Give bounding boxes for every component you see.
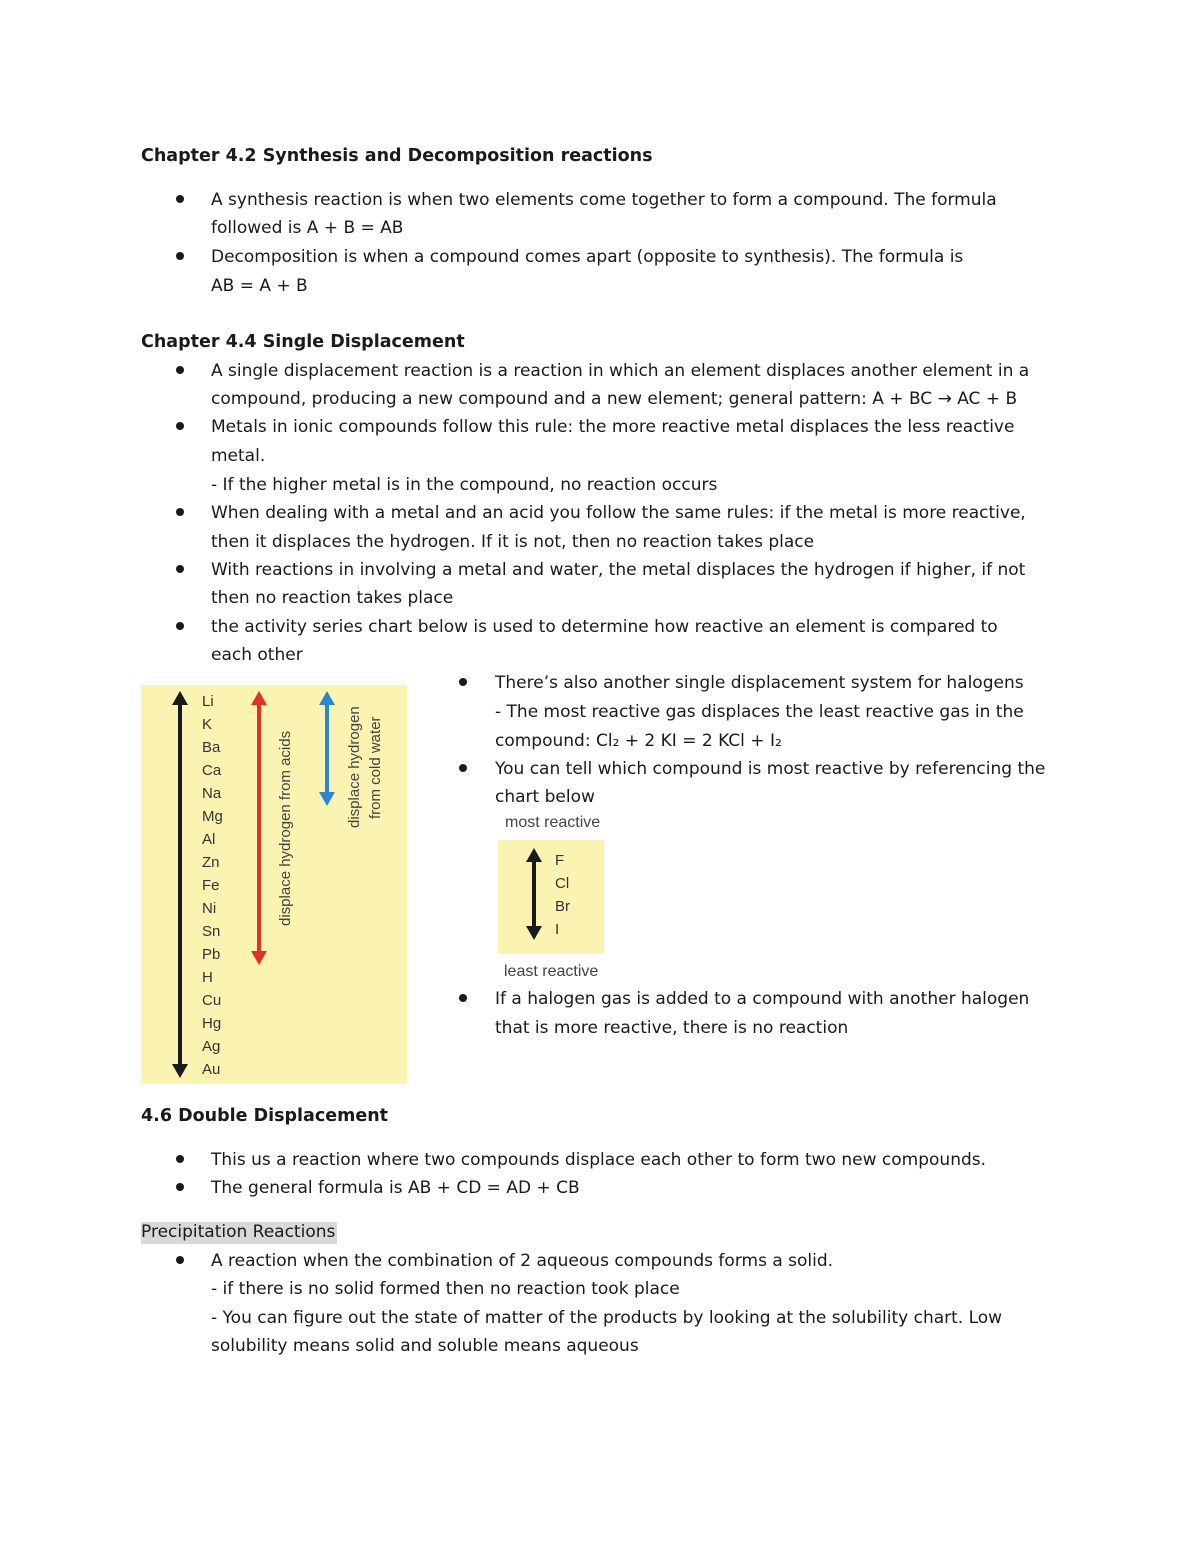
section-title-precipitation: Precipitation Reactions: [141, 1222, 336, 1242]
red-arrow: [251, 691, 267, 965]
paragraph-line: that is more reactive, there is no reaction: [495, 1018, 849, 1038]
bullet-icon: [176, 622, 184, 630]
paragraph-line: compound: Cl₂ + 2 KI = 2 KCl + I₂: [495, 731, 782, 751]
section-title-synthesis: Chapter 4.2 Synthesis and Decomposition reactions: [141, 146, 653, 166]
activity-element: Ca: [202, 762, 222, 779]
activity-element: Mg: [202, 808, 223, 825]
paragraph-line: AB = A + B: [211, 276, 308, 296]
paragraph-line: With reactions in involving a metal and water, the metal displaces the hydrogen if higher, if not: [211, 560, 1026, 580]
blue-arrow: [319, 691, 335, 806]
bullet-icon: [459, 678, 467, 686]
activity-element: Na: [202, 785, 222, 802]
paragraph-line: chart below: [495, 787, 595, 807]
section-title-double-displacement: 4.6 Double Displacement: [141, 1106, 389, 1126]
activity-series-chart: [141, 685, 407, 1084]
bullet-icon: [176, 1155, 184, 1163]
activity-element: Ag: [202, 1038, 221, 1055]
paragraph-line: then it displaces the hydrogen. If it is not, then no reaction takes place: [211, 532, 815, 552]
paragraph-line: A synthesis reaction is when two elements come together to form a compound. The formula: [211, 190, 997, 210]
activity-element: Zn: [202, 854, 220, 871]
halogen-element: F: [555, 852, 565, 869]
paragraph-line: You can tell which compound is most reactive by referencing the: [495, 759, 1046, 779]
activity-element: Ba: [202, 739, 221, 756]
activity-element: Ni: [202, 900, 217, 917]
bullet-icon: [176, 252, 184, 260]
paragraph-line: then no reaction takes place: [211, 588, 454, 608]
activity-element: Al: [202, 831, 216, 848]
black-arrow: [172, 691, 188, 1078]
bullet-icon: [176, 565, 184, 573]
paragraph-line: metal.: [211, 446, 266, 466]
paragraph-line: This us a reaction where two compounds displace each other to form two new compounds.: [211, 1150, 987, 1170]
section-title-single-displacement: Chapter 4.4 Single Displacement: [141, 332, 465, 352]
bullet-icon: [176, 422, 184, 430]
bullet-icon: [176, 1183, 184, 1191]
halogen-element: I: [555, 921, 560, 938]
activity-element: K: [202, 716, 213, 733]
acids-label: displace hydrogen from acids: [277, 730, 294, 926]
activity-element: Cu: [202, 992, 222, 1009]
bullet-icon: [459, 764, 467, 772]
activity-element: Hg: [202, 1015, 222, 1032]
paragraph-line: A single displacement reaction is a reaction in which an element displaces another element in a: [211, 361, 1030, 381]
paragraph-line: solubility means solid and soluble means aqueous: [211, 1336, 639, 1356]
paragraph-line: each other: [211, 645, 303, 665]
halogen-arrow: [498, 840, 604, 954]
activity-element: Au: [202, 1061, 221, 1078]
activity-element: Pb: [202, 946, 221, 963]
bullet-icon: [176, 1256, 184, 1264]
halogen-element: Br: [555, 898, 570, 915]
paragraph-line: If a halogen gas is added to a compound with another halogen: [495, 989, 1030, 1009]
water-label-1: displace hydrogen: [346, 706, 363, 828]
bullet-icon: [176, 366, 184, 374]
paragraph-line: The general formula is AB + CD = AD + CB: [211, 1178, 580, 1198]
bullet-icon: [176, 508, 184, 516]
paragraph-line: A reaction when the combination of 2 aqueous compounds forms a solid.: [211, 1251, 834, 1271]
paragraph-line: There’s also another single displacement system for halogens: [495, 673, 1024, 693]
paragraph-line: Decomposition is when a compound comes apart (opposite to synthesis). The formula is: [211, 247, 964, 267]
paragraph-line: - If the higher metal is in the compound, no reaction occurs: [211, 475, 718, 495]
activity-element: H: [202, 969, 213, 986]
least-reactive-label: least reactive: [504, 963, 599, 980]
paragraph-line: the activity series chart below is used to determine how reactive an element is compared to: [211, 617, 998, 637]
paragraph-line: followed is A + B = AB: [211, 218, 404, 238]
paragraph-line: compound, producing a new compound and a new element; general pattern: A + BC → AC + B: [211, 389, 1018, 409]
paragraph-line: - if there is no solid formed then no reaction took place: [211, 1279, 680, 1299]
halogen-element: Cl: [555, 875, 570, 892]
activity-element: Sn: [202, 923, 221, 940]
paragraph-line: - You can figure out the state of matter of the products by looking at the solubility chart. Low: [211, 1308, 1003, 1328]
paragraph-line: Metals in ionic compounds follow this rule: the more reactive metal displaces the less reactive: [211, 417, 1015, 437]
most-reactive-label: most reactive: [505, 814, 601, 831]
paragraph-line: When dealing with a metal and an acid you follow the same rules: if the metal is more reactive,: [211, 503, 1026, 523]
paragraph-line: - The most reactive gas displaces the least reactive gas in the: [495, 702, 1024, 722]
water-label-2: from cold water: [367, 716, 384, 819]
activity-element: Li: [202, 693, 214, 710]
bullet-icon: [176, 195, 184, 203]
halogen-chart: [498, 840, 604, 954]
bullet-icon: [459, 994, 467, 1002]
activity-element: Fe: [202, 877, 220, 894]
